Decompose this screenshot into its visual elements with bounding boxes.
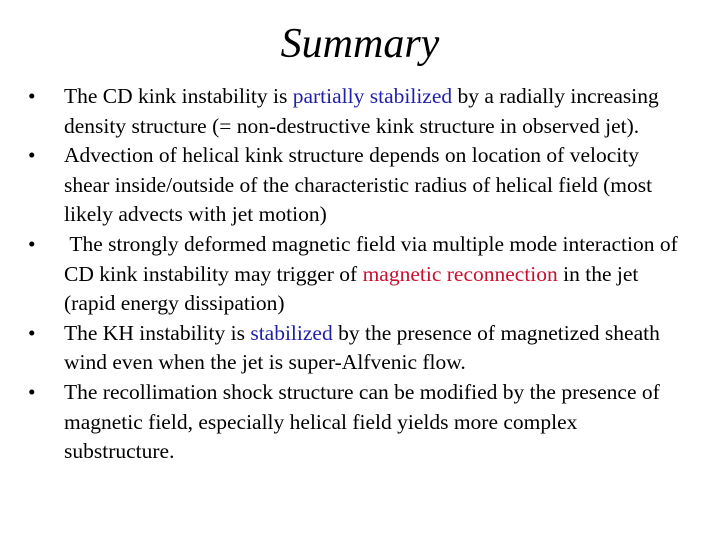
bullet-item-4 — [28, 319, 688, 378]
bullet-2-text: Advection of helical kink structure depends on location of velocity shear inside/outside of the characteristic radius of helical field (most likely advects with jet motion) — [64, 143, 653, 227]
bullet-icon: • — [28, 231, 36, 256]
bullet-icon: • — [28, 143, 36, 168]
bullet-icon: • — [28, 379, 36, 404]
bullet-icon: • — [28, 320, 36, 345]
bullet-4-text-a: The KH instability is — [64, 320, 251, 345]
bullet-3-text-b: in the jet (rapid energy dissipation) — [64, 261, 639, 316]
bullet-item-3 — [28, 230, 688, 319]
bullet-3-text-a: The strongly deformed magnetic field via multiple mode interaction of CD kink instability may trigger of — [64, 231, 684, 286]
bullet-item-5 — [28, 378, 688, 467]
bullet-1-highlight: partially stabilized — [292, 84, 453, 108]
bullet-list — [28, 82, 688, 467]
bullet-item-1 — [28, 82, 688, 141]
bullet-3-highlight: magnetic reconnection — [362, 261, 558, 286]
bullet-1-text-a: The CD kink instability is — [64, 84, 293, 108]
bullet-4-text-b: by the presence of magnetized sheath wind even when the jet is super-Alfvenic flow. — [64, 320, 660, 375]
bullet-1-text-b: by a radially increasing density structure (= non-destructive kink structure in observed jet). — [64, 84, 659, 138]
bullet-4-highlight: stabilized — [250, 320, 333, 345]
bullet-icon: • — [28, 84, 36, 108]
bullet-5-text: The recollimation shock structure can be modified by the presence of magnetic field, especially helical field yields more complex substructure. — [64, 379, 660, 464]
bullet-item-2 — [28, 141, 688, 230]
slide-title: Summary — [280, 21, 440, 67]
